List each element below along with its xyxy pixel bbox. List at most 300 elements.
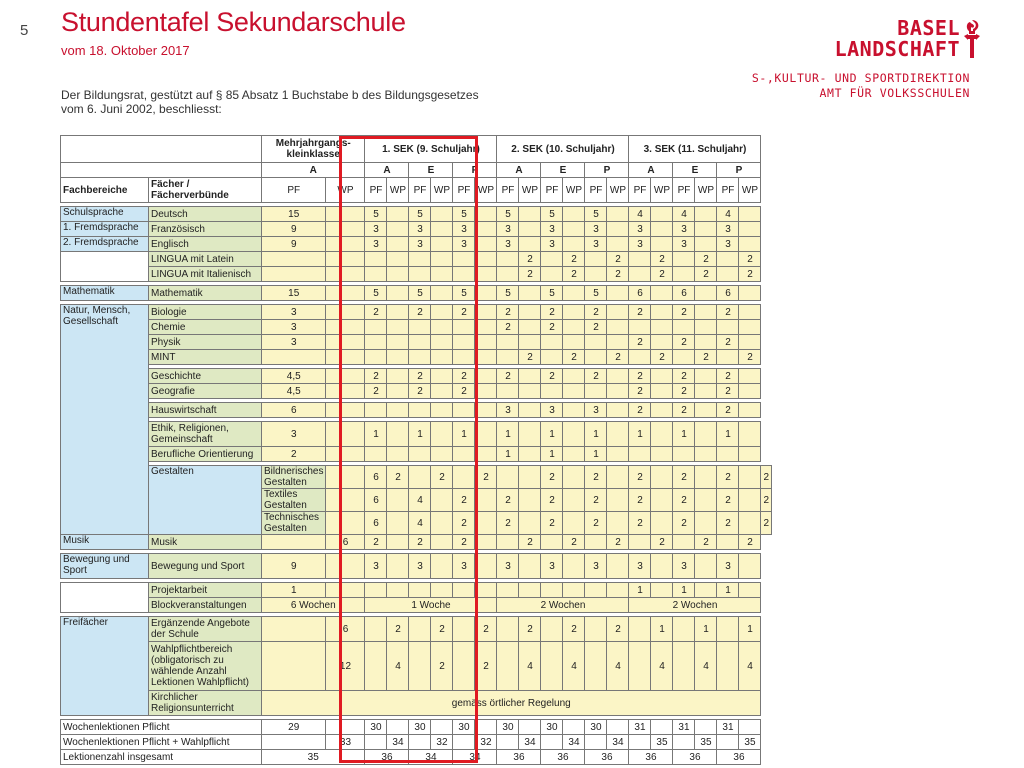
total-cell [629, 735, 651, 750]
value-cell: 2 [365, 369, 387, 384]
value-cell [497, 252, 519, 267]
total-label: Wochenlektionen Pflicht + Wahlpflicht [61, 735, 262, 750]
area-cell: Freifächer [61, 617, 149, 716]
subject-cell: LINGUA mit Italienisch [149, 267, 262, 282]
header-wp: WP [607, 178, 629, 203]
value-cell: 2 [717, 335, 739, 350]
value-cell: 2 [629, 489, 651, 512]
value-cell: 3 [673, 222, 695, 237]
value-cell [651, 369, 673, 384]
value-cell [326, 403, 365, 418]
subject-cell: Projektarbeit [149, 583, 262, 598]
header-wp: WP [695, 178, 717, 203]
header-mehrjahrgang: Mehrjahrgangs- kleinklasse [262, 136, 365, 163]
value-cell [563, 489, 585, 512]
value-cell: 2 [431, 617, 453, 642]
value-cell [431, 422, 453, 447]
value-cell: 2 [629, 369, 651, 384]
value-cell: 4 [739, 642, 761, 691]
value-cell [629, 252, 651, 267]
value-cell [695, 237, 717, 252]
value-cell: 2 [673, 489, 695, 512]
value-cell [431, 535, 453, 550]
value-cell: 5 [365, 207, 387, 222]
value-cell [541, 267, 563, 282]
value-cell [739, 207, 761, 222]
header-wp: WP [431, 178, 453, 203]
header-level: A [365, 163, 409, 178]
value-cell [409, 335, 431, 350]
value-cell: 2 [453, 305, 475, 320]
total-cell: 36 [673, 750, 717, 765]
total-cell: 34 [563, 735, 585, 750]
value-cell: 3 [453, 222, 475, 237]
value-cell: 3 [541, 403, 563, 418]
value-cell: 5 [453, 286, 475, 301]
total-cell [497, 735, 519, 750]
subject-cell: Deutsch [149, 207, 262, 222]
value-cell: 3 [497, 237, 519, 252]
value-cell [387, 320, 409, 335]
value-cell: 1 [541, 422, 563, 447]
value-cell [607, 320, 629, 335]
value-cell [387, 583, 409, 598]
value-cell: 1 [629, 583, 651, 598]
value-cell: 2 [651, 252, 673, 267]
header-level: A [497, 163, 541, 178]
value-cell: 2 [475, 617, 497, 642]
value-cell [497, 535, 519, 550]
header-blank [61, 136, 262, 163]
table-row [61, 222, 772, 237]
value-cell: 3 [629, 237, 651, 252]
value-cell: 6 [629, 286, 651, 301]
value-cell [695, 422, 717, 447]
value-cell [409, 252, 431, 267]
value-cell [431, 305, 453, 320]
value-cell: 3 [262, 335, 326, 350]
value-cell: 2 [761, 466, 772, 489]
header-row-3 [61, 178, 772, 203]
value-cell: 2 [629, 403, 651, 418]
value-cell [409, 267, 431, 282]
value-cell: 5 [541, 286, 563, 301]
value-cell: 2 [695, 267, 717, 282]
value-cell [453, 466, 475, 489]
value-cell: 2 [585, 512, 607, 535]
value-cell [673, 617, 695, 642]
value-cell [541, 583, 563, 598]
header-pf: PF [262, 178, 326, 203]
header-fachbereiche: Fachbereiche [61, 178, 149, 203]
value-cell [651, 207, 673, 222]
value-cell: 2 [717, 512, 739, 535]
value-cell: 2 [497, 369, 519, 384]
value-cell [695, 320, 717, 335]
table-row [61, 237, 772, 252]
total-cell [695, 720, 717, 735]
value-cell: 2 [475, 466, 497, 489]
value-cell: 2 [761, 512, 772, 535]
value-cell [585, 384, 607, 399]
value-cell [453, 252, 475, 267]
total-cell: 35 [739, 735, 761, 750]
value-cell [629, 642, 651, 691]
value-cell: 3 [365, 554, 387, 579]
value-cell [651, 466, 673, 489]
value-cell [326, 447, 365, 462]
value-cell: 2 [739, 350, 761, 365]
header-row-2 [61, 163, 772, 178]
value-cell: 4 [409, 512, 431, 535]
value-cell [453, 403, 475, 418]
value-cell [326, 350, 365, 365]
value-cell: 3 [409, 222, 431, 237]
total-cell: 30 [453, 720, 475, 735]
value-cell [695, 466, 717, 489]
value-cell: 2 [519, 267, 541, 282]
value-cell: 2 [673, 369, 695, 384]
page-title: Stundentafel Sekundarschule [61, 7, 406, 37]
value-cell: 15 [262, 207, 326, 222]
value-cell [387, 554, 409, 579]
value-cell [739, 384, 761, 399]
value-cell [651, 335, 673, 350]
value-cell: 2 [497, 320, 519, 335]
header-wp: WP [387, 178, 409, 203]
value-cell [585, 642, 607, 691]
subject-cell: Wahlpflichtbereich (obligatorisch zu wählende Anzahl Lektionen Wahlpflicht) [149, 642, 262, 691]
value-cell [475, 535, 497, 550]
value-cell [563, 422, 585, 447]
value-cell [563, 222, 585, 237]
value-cell [387, 403, 409, 418]
value-cell: 3 [262, 422, 326, 447]
value-cell: 1 [585, 422, 607, 447]
value-cell [739, 512, 761, 535]
value-cell [717, 617, 739, 642]
value-cell [409, 466, 431, 489]
value-cell [365, 335, 387, 350]
table-row [61, 350, 772, 365]
value-cell: 1 [585, 447, 607, 462]
value-cell [695, 222, 717, 237]
intro-line-1: Der Bildungsrat, gestützt auf § 85 Absatz 1 Buchstabe b des Bildungsgesetzes [61, 88, 479, 102]
value-cell [262, 350, 326, 365]
value-cell [475, 422, 497, 447]
value-cell [607, 554, 629, 579]
value-cell [607, 422, 629, 447]
header-level: P [453, 163, 497, 178]
basel-landschaft-logo [835, 16, 1010, 60]
value-cell [475, 286, 497, 301]
value-cell: 1 [739, 617, 761, 642]
total-cell [431, 720, 453, 735]
value-cell [431, 512, 453, 535]
value-cell: 2 [409, 369, 431, 384]
value-cell [607, 237, 629, 252]
value-cell: 1 [365, 422, 387, 447]
value-cell [541, 535, 563, 550]
value-cell: 3 [409, 237, 431, 252]
total-cell [563, 720, 585, 735]
value-cell: 2 [563, 252, 585, 267]
area-cell: Gestalten [149, 466, 262, 535]
value-cell [387, 350, 409, 365]
value-cell [365, 617, 387, 642]
header-wp: WP [326, 178, 365, 203]
value-cell [431, 237, 453, 252]
value-cell: 3 [365, 237, 387, 252]
value-cell [695, 583, 717, 598]
department-line-1: S-,KULTUR- UND SPORTDIREKTION [751, 71, 970, 85]
value-cell: 1 [497, 422, 519, 447]
value-cell: 2 [365, 384, 387, 399]
value-cell [431, 447, 453, 462]
header-pf: PF [673, 178, 695, 203]
header-level: E [541, 163, 585, 178]
value-cell: 3 [365, 222, 387, 237]
value-cell [262, 642, 326, 691]
value-cell [739, 305, 761, 320]
value-cell: 2 [651, 267, 673, 282]
total-cell: 36 [629, 750, 673, 765]
value-cell: 4,5 [262, 369, 326, 384]
value-cell [563, 335, 585, 350]
value-cell: 2 [651, 535, 673, 550]
total-cell: 30 [585, 720, 607, 735]
value-cell [431, 207, 453, 222]
value-cell [519, 335, 541, 350]
totals-row [61, 750, 772, 765]
header-wp: WP [651, 178, 673, 203]
value-cell [607, 384, 629, 399]
value-cell [497, 267, 519, 282]
value-cell: 1 [409, 422, 431, 447]
value-cell [607, 335, 629, 350]
value-cell [519, 305, 541, 320]
total-cell [475, 720, 497, 735]
value-cell [563, 583, 585, 598]
value-cell [739, 422, 761, 447]
block-sek2: 2 Wochen [497, 598, 629, 613]
value-cell [717, 252, 739, 267]
value-cell [453, 447, 475, 462]
value-cell: 1 [717, 422, 739, 447]
table-row [61, 554, 772, 579]
value-cell [739, 466, 761, 489]
value-cell [651, 237, 673, 252]
value-cell: 2 [717, 403, 739, 418]
value-cell [695, 403, 717, 418]
value-cell [585, 535, 607, 550]
value-cell [365, 642, 387, 691]
value-cell: 5 [497, 207, 519, 222]
subject-cell: Berufliche Orientierung [149, 447, 262, 462]
value-cell: 2 [673, 403, 695, 418]
department-name [752, 71, 970, 101]
table-row [61, 207, 772, 222]
value-cell: 1 [651, 617, 673, 642]
value-cell [673, 642, 695, 691]
value-cell [387, 535, 409, 550]
value-cell: 2 [739, 252, 761, 267]
value-cell: 3 [453, 554, 475, 579]
value-cell [387, 447, 409, 462]
total-label: Wochenlektionen Pflicht [61, 720, 262, 735]
value-cell: 2 [365, 305, 387, 320]
value-cell: 3 [585, 237, 607, 252]
value-cell [519, 403, 541, 418]
value-cell: 2 [717, 369, 739, 384]
value-cell [519, 384, 541, 399]
value-cell [519, 554, 541, 579]
value-cell [326, 489, 365, 512]
total-cell: 30 [541, 720, 563, 735]
value-cell [695, 384, 717, 399]
value-cell [431, 286, 453, 301]
table-row [61, 252, 772, 267]
value-cell: 2 [651, 350, 673, 365]
value-cell: 2 [262, 447, 326, 462]
value-cell [585, 335, 607, 350]
value-cell: 2 [497, 512, 519, 535]
value-cell [651, 305, 673, 320]
value-cell: 2 [541, 320, 563, 335]
value-cell: 2 [563, 350, 585, 365]
subject-cell: Hauswirtschaft [149, 403, 262, 418]
total-cell [326, 720, 365, 735]
value-cell: 2 [629, 305, 651, 320]
value-cell [717, 320, 739, 335]
bishop-staff-icon [962, 18, 982, 58]
value-cell: 2 [585, 466, 607, 489]
total-cell [365, 735, 387, 750]
value-cell [365, 583, 387, 598]
header-row-1 [61, 136, 772, 163]
table-row [61, 617, 772, 642]
value-cell [695, 554, 717, 579]
value-cell [365, 320, 387, 335]
header-wp: WP [563, 178, 585, 203]
total-cell: 31 [717, 720, 739, 735]
value-cell [431, 403, 453, 418]
value-cell: 2 [519, 535, 541, 550]
table-row [61, 320, 772, 335]
total-label: Lektionenzahl insgesamt [61, 750, 262, 765]
department-line-2: AMT FÜR VOLKSSCHULEN [819, 86, 970, 100]
header-level-a: A [262, 163, 365, 178]
intro-line-2: vom 6. Juni 2002, beschliesst: [61, 102, 222, 116]
header-pf: PF [365, 178, 387, 203]
header-level: E [673, 163, 717, 178]
value-cell [695, 305, 717, 320]
value-cell [607, 466, 629, 489]
value-cell [739, 369, 761, 384]
value-cell [519, 447, 541, 462]
value-cell [326, 222, 365, 237]
page-number: 5 [20, 22, 29, 39]
total-cell [453, 735, 475, 750]
value-cell: 2 [739, 267, 761, 282]
value-cell: 5 [497, 286, 519, 301]
value-cell: 3 [629, 222, 651, 237]
value-cell: 4 [563, 642, 585, 691]
area-empty [61, 583, 149, 613]
value-cell [673, 535, 695, 550]
value-cell [497, 617, 519, 642]
value-cell [563, 369, 585, 384]
value-cell: 2 [585, 489, 607, 512]
page-subtitle: vom 18. Oktober 2017 [61, 43, 190, 58]
value-cell: 6 [365, 466, 387, 489]
value-cell: 9 [262, 237, 326, 252]
header-wp: WP [519, 178, 541, 203]
table-row [61, 369, 772, 384]
total-cell: 36 [717, 750, 761, 765]
header-pf: PF [409, 178, 431, 203]
header-level: P [717, 163, 761, 178]
value-cell [475, 350, 497, 365]
value-cell [431, 384, 453, 399]
value-cell: 2 [629, 335, 651, 350]
value-cell [695, 207, 717, 222]
header-sek1: 1. SEK (9. Schuljahr) [365, 136, 497, 163]
value-cell [629, 617, 651, 642]
value-cell: 4 [673, 207, 695, 222]
table-row [61, 422, 772, 447]
value-cell [519, 222, 541, 237]
value-cell [695, 286, 717, 301]
value-cell [497, 350, 519, 365]
value-cell [519, 369, 541, 384]
value-cell [629, 320, 651, 335]
value-cell [409, 320, 431, 335]
stundentafel-table [60, 135, 772, 765]
total-cell [541, 735, 563, 750]
value-cell: 2 [717, 489, 739, 512]
value-cell [563, 305, 585, 320]
value-cell [326, 384, 365, 399]
header-level: E [409, 163, 453, 178]
value-cell [519, 466, 541, 489]
subject-cell: Blockveranstaltungen [149, 598, 262, 613]
value-cell [326, 335, 365, 350]
value-cell: 2 [453, 512, 475, 535]
value-cell: 2 [563, 267, 585, 282]
header-blank [61, 163, 262, 178]
value-cell: 6 [365, 489, 387, 512]
value-cell [431, 350, 453, 365]
header-sek2: 2. SEK (10. Schuljahr) [497, 136, 629, 163]
total-cell: 33 [326, 735, 365, 750]
total-cell: 36 [365, 750, 409, 765]
value-cell: 2 [387, 466, 409, 489]
block-sek3: 2 Wochen [629, 598, 761, 613]
total-cell: 30 [409, 720, 431, 735]
value-cell: 2 [629, 466, 651, 489]
subject-cell: MINT [149, 350, 262, 365]
value-cell: 3 [541, 237, 563, 252]
value-cell: 2 [541, 466, 563, 489]
value-cell: 3 [497, 403, 519, 418]
table-row [61, 447, 772, 462]
value-cell: 3 [409, 554, 431, 579]
value-cell: 3 [585, 554, 607, 579]
value-cell [739, 237, 761, 252]
value-cell [475, 369, 497, 384]
total-cell [651, 720, 673, 735]
